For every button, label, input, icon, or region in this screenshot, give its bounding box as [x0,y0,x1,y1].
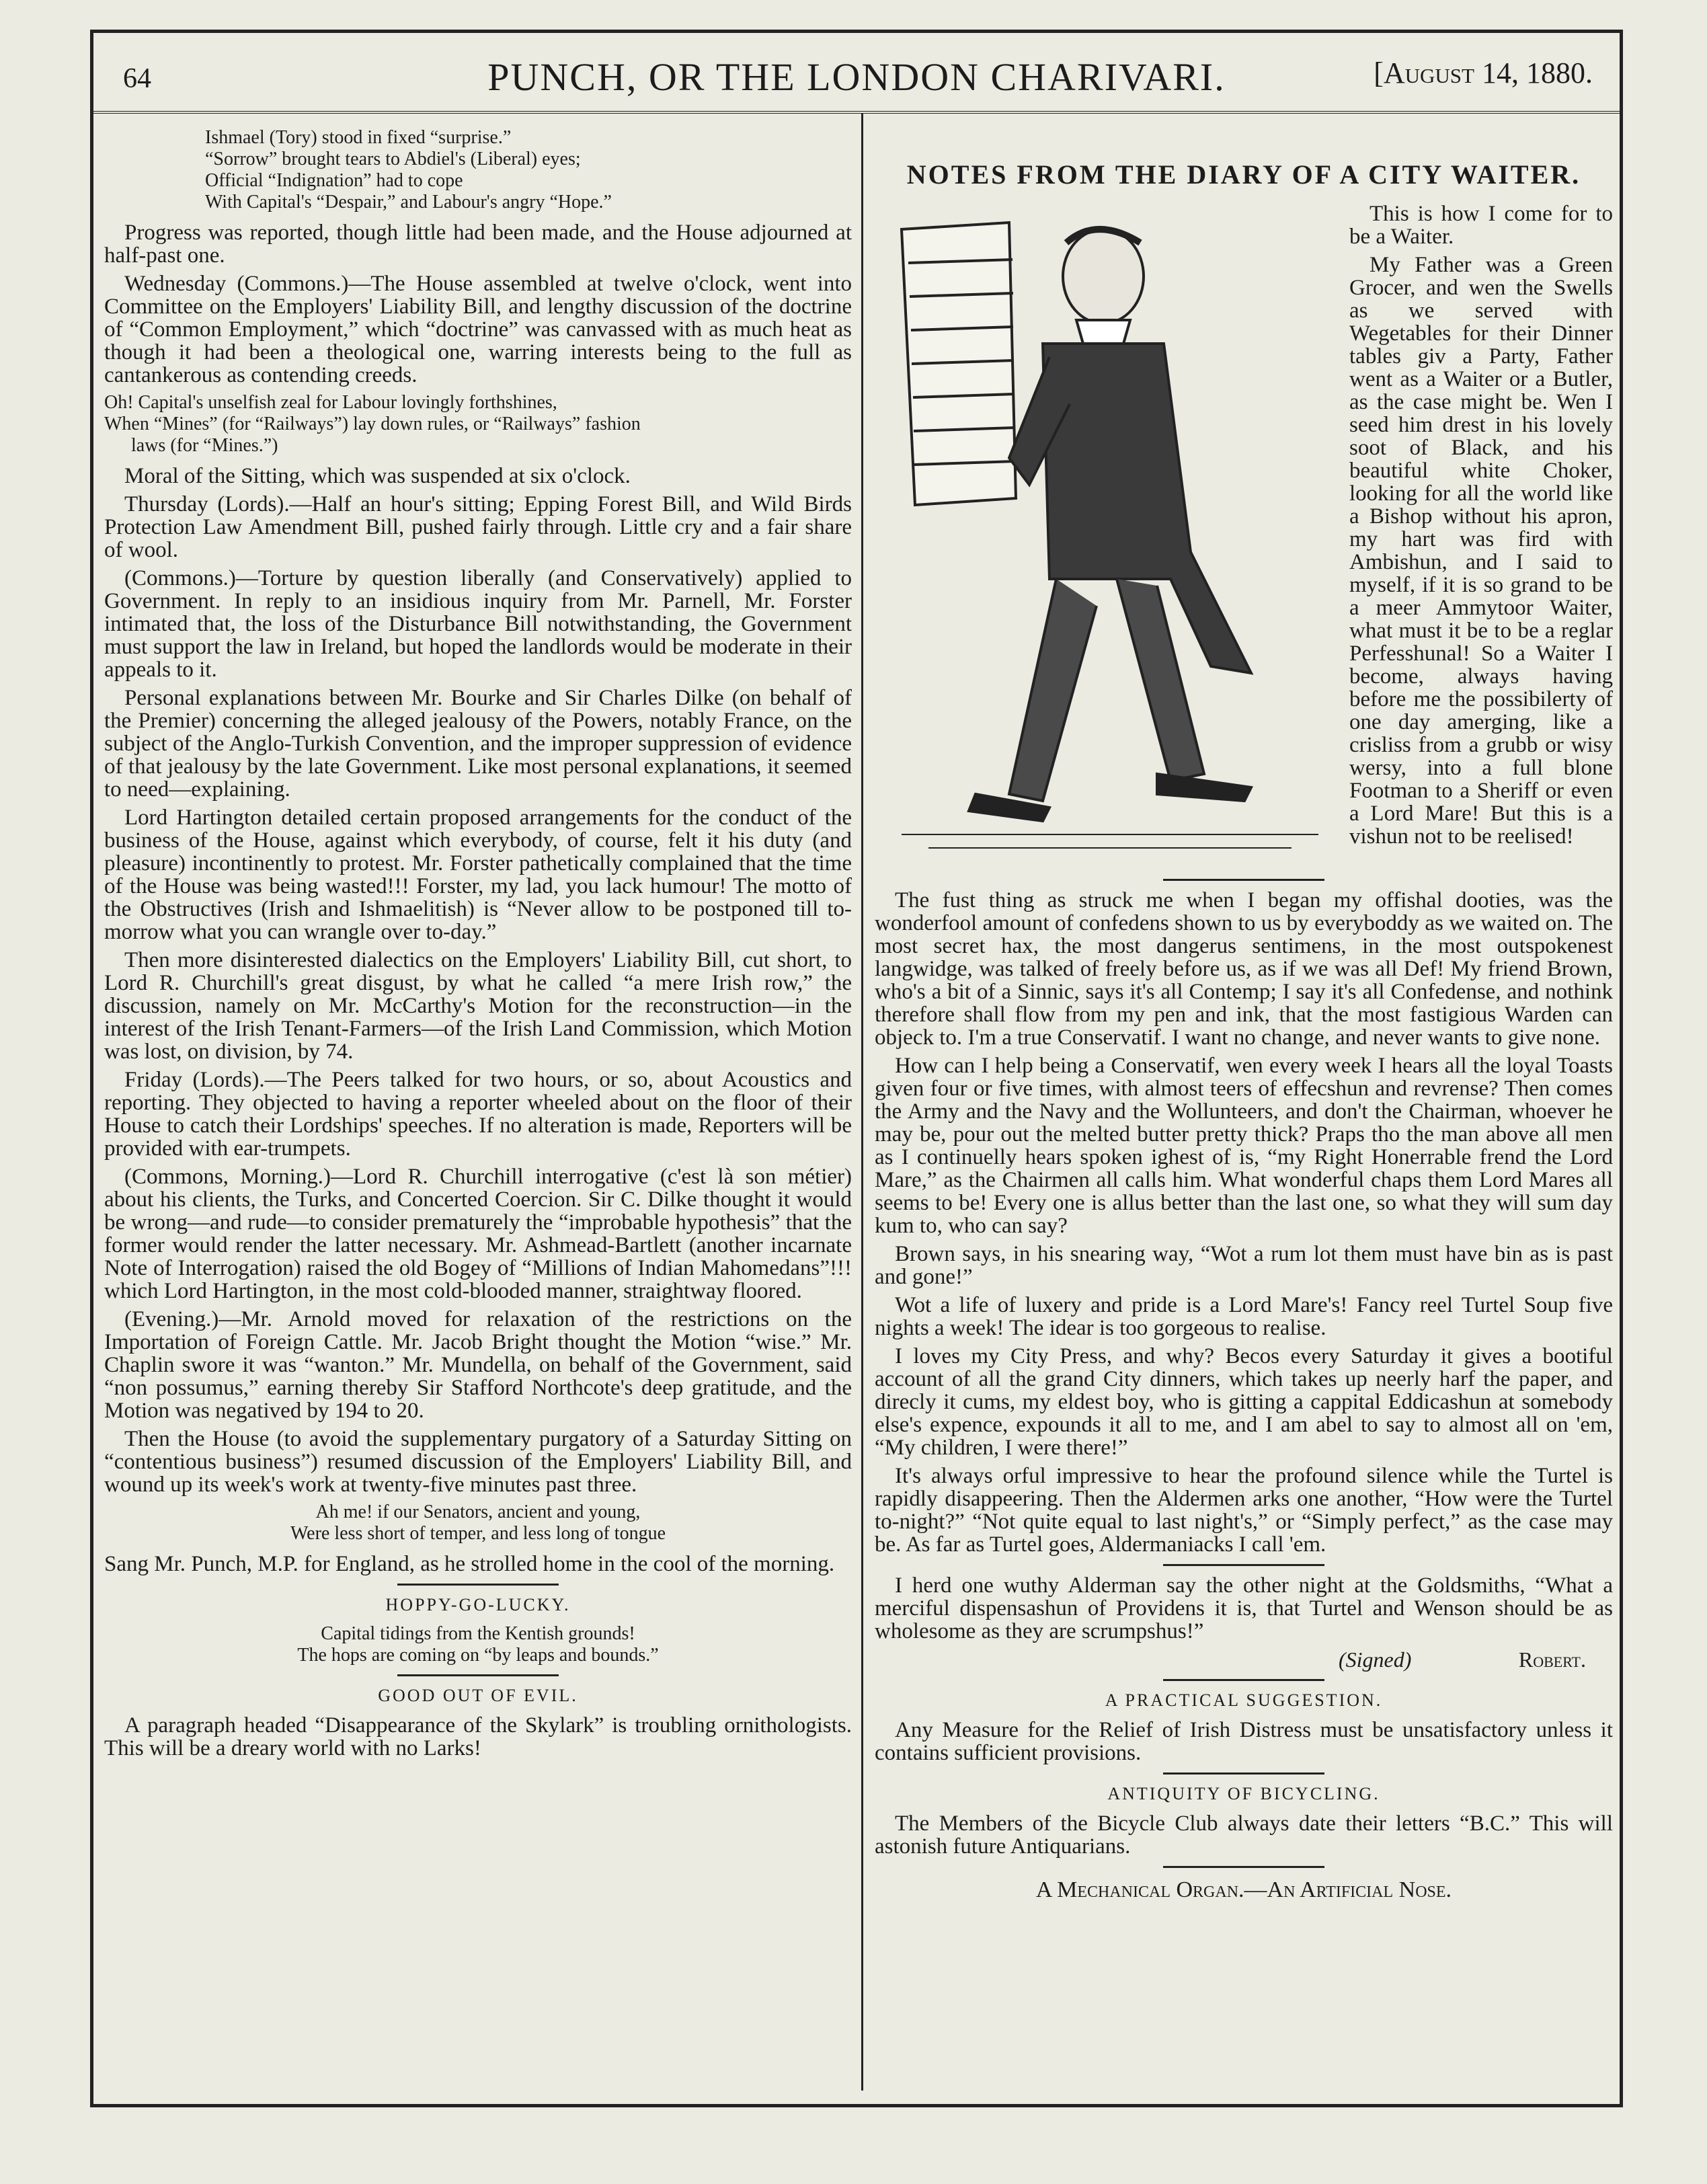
paragraph-friday-lords: Friday (Lords).—The Peers talked for two hours, or so, about Acoustics and reporting. They objected to having a reporter wheeled about on the floor of their House to catch their Lordships' speeches. If no alteration is made, Reporters will be provided with ear-trumpets. [104,1068,852,1161]
verse-senators: Ah me! if our Senators, ancient and young, Were less short of temper, and less long of tongue [290,1502,666,1544]
paragraph-house-adjourns: Then the House (to avoid the supplementary purgatory of a Saturday Sitting on “contentious business”) resumed discussion of the Employers' Liability Bill, and wound up its week's work at twenty-five minutes past three. [104,1427,852,1497]
verse-capital: Oh! Capital's unselfish zeal for Labour lovingly forthshines, When “Mines” (for “Railways”) lay down rules, or “Railways” fashion laws (for “Mines.”) [104,392,641,456]
page-header [93,33,1620,114]
newspaper-page [90,30,1623,2107]
paragraph-dialectics: Then more disinterested dialectics on the Employers' Liability Bill, cut short, to Lord R. Churchill's great disgust, by what he called “a mere Irish row,” the discussion, namely on Mr. McCarthy's Motion for the reconstruction—in the interest of the Irish Tenant-Farmers—of the Irish Land Commission, which Motion was lost, on division, by 74. [104,948,852,1064]
hoppy-verse: Capital tidings from the Kentish grounds! The hops are coming on “by leaps and bounds.” [297,1623,659,1666]
antiquity-title: ANTIQUITY OF BICYCLING. [1107,1784,1380,1803]
divider [1163,1866,1324,1868]
signature-line [875,1648,1613,1671]
paragraph-thursday-commons: (Commons.)—Torture by question liberally (and Conservatively) applied to Government. In reply to an insidious inquiry from Mr. Parnell, Mr. Forster intimated that, the loss of the Disturbance Bill notwithstanding, the Government must support the law in Ireland, but hoped the landlords would be moderate in their appeals to it. [104,566,852,682]
publication-title: PUNCH, OR THE LONDON CHARIVARI. [487,55,1226,99]
paragraph-moral: Moral of the Sitting, which was suspended at six o'clock. [124,464,631,488]
paragraph-hartington: Lord Hartington detailed certain proposed arrangements for the conduct of the business of the House, against which everybody, of course, felt it his duty (and pleasure) incontinently to protest. Mr. Forster pathetically complained that the time of the House was being wasted!!! Forster, my lad, you lack humour! The motto of the Obstructives (Irish and Ishmaelitish) is “Never allow to be postponed till to-morrow what you can wrangle over to-day.” [104,806,852,944]
good-out-of-evil-title: GOOD OUT OF EVIL. [378,1686,578,1705]
left-column [104,127,852,1765]
diary-paragraph-2: My Father was a Green Grocer, and wen the Swells as we served with Wegetables for their Dinner tables giv a Party, Father went as a Waiter or a Butler, as the case might be. Wen I seed him drest in his lovely soot of Black, and his beautiful white Choker, looking for all the world like a Bishop without his apron, my hart was fird with Ambishun, and I said to myself, if it is so grand to be a meer Ammytoor Waiter, what must it be to be a reglar Perfesshunal! So a Waiter I become, always having before me the possibilerty of one day amerging, like a crisliss from a grubb or wisy wersy, into a full blone Footman to a Sheriff or even a Lord Mare! But this is a vishun not to be reelised! [1349,253,1613,849]
diary-paragraph-9: I herd one wuthy Alderman say the other night at the Goldsmiths, “What a merciful dispensashun of Providens it is, that Turtel and Wenson should be as wholesome as they are scrumpshus!” [875,1573,1613,1643]
waiter-illustration [875,202,1339,875]
divider [397,1674,559,1676]
diary-paragraph-7: I loves my City Press, and why? Becos every Saturday it gives a bootiful account of all the grand City dinners, which takes up neerly harf the paper, and direcly it cums, my eldest boy, who is gitting a cappital Eddicashun at somebody else's expence, expounds it all to me, and I am abel to say to almost all on 'em, “My children, I were there!” [875,1344,1613,1460]
verse-ishmael: Ishmael (Tory) stood in fixed “surprise.” “Sorrow” brought tears to Abdiel's (Liberal) eyes; Official “Indignation” had to cope With Capital's “Despair,” and Labour's angry “Hope.” [205,127,612,212]
paragraph-commons-morning: (Commons, Morning.)—Lord R. Churchill interrogative (c'est là son métier) about his clients, the Turks, and Concerted Coercion. Sir C. Dilke thought it would be wrong—and rude—to consider prematurely the “improbable hypothesis” that the former would render the latter necessary. Mr. Ashmead-Bartlett (another incarnate Note of Interrogation) raised the old Bogey of “Millions of Indian Mahomedans”!!! which Lord Hartington, in the most cold-blooded manner, straightway floored. [104,1165,852,1303]
diary-title: NOTES FROM THE DIARY OF A CITY WAITER. [906,159,1581,190]
signature-name: Robert. [1518,1647,1586,1672]
divider [1163,879,1324,881]
diary-paragraph-5: Brown says, in his snearing way, “Wot a rum lot them must have bin as is past and gone!” [875,1242,1613,1289]
divider [1163,1772,1324,1774]
signed-label: (Signed) [1339,1647,1412,1672]
page-number: 64 [123,63,151,94]
diary-paragraph-8: It's always orful impressive to hear the profound silence while the Turtel is rapidly disappeering. Then the Aldermen arks one another, “How were the Turtel to-night?” “Not quite equal to last night's,” or “Simply perfect,” as the case may be. As far as Turtel goes, Aldermaniacks I call 'em. [875,1464,1613,1557]
column-rule [861,114,863,2091]
divider [397,1584,559,1586]
divider [1163,1679,1324,1681]
paragraph-personal-explanations: Personal explanations between Mr. Bourke and Sir Charles Dilke (on behalf of the Premier) concerning the alleged jealousy of the Powers, notably France, on the subject of the Anglo-Turkish Convention, and the improper suppression of evidence of that jealousy by the late Government. Like most personal explanations, it seemed to need—explaining. [104,686,852,802]
paragraph-thursday-lords: Thursday (Lords).—Half an hour's sitting; Epping Forest Bill, and Wild Birds Protection Law Amendment Bill, pushed fairly through. Little cry and a fair share of wool. [104,492,852,562]
paragraph-skylark: A paragraph headed “Disappearance of the Skylark” is troubling ornithologists. This will be a dreary world with no Larks! [104,1713,852,1760]
paragraph-evening: (Evening.)—Mr. Arnold moved for relaxation of the restrictions on the Importation of Foreign Cattle. Mr. Jacob Bright thought the Motion “wise.” Mr. Chaplin swore it was “wanton.” Mr. Mundella, on behalf of the Government, said “non possumus,” earning thereby Sir Stafford Northcote's deep gratitude, and the Motion was negatived by 194 to 20. [104,1307,852,1423]
diary-paragraph-6: Wot a life of luxery and pride is a Lord Mare's! Fancy reel Turtel Soup five nights a week! The idear is too gorgeous to realise. [875,1293,1613,1340]
diary-paragraph-1: This is how I come for to be a Waiter. [1349,202,1613,249]
mechanical-organ-joke: A Mechanical Organ.—An Artificial Nose. [1035,1877,1452,1902]
practical-suggestion-title: A PRACTICAL SUGGESTION. [1105,1690,1383,1710]
antiquity-text: The Members of the Bicycle Club always date their letters “B.C.” This will astonish future Antiquarians. [875,1811,1613,1859]
divider [1163,1564,1324,1566]
hoppy-title: HOPPY-GO-LUCKY. [385,1595,571,1614]
paragraph-progress: Progress was reported, though little had been made, and the House adjourned at half-past one. [104,221,852,268]
diary-paragraph-4: How can I help being a Conservatif, wen every week I hears all the loyal Toasts given four or five times, with almost teers of effecshun and revrense? Then comes the Army and the Navy and the Wollunteers, and don't the Chairman, whoever he may be, pour out the melted butter pretty thick? Praps tho the man above all men as I continuelly hears spoken ighest of is, “my Right Honerrable frend the Lord Mare,” as the Chairmen all calls him. What wonderful chaps them Lord Mares all seems to be! Every one is allus better than the last one, so what they will sum day kum to, who can say? [875,1054,1613,1238]
practical-suggestion-text: Any Measure for the Relief of Irish Distress must be unsatisfactory unless it contains sufficient provisions. [875,1718,1613,1765]
paragraph-punch: Sang Mr. Punch, M.P. for England, as he strolled home in the cool of the morning. [104,1552,835,1576]
right-column [875,127,1613,1902]
diary-paragraph-3: The fust thing as struck me when I began my offishal dooties, was the wonderfool amount of confedens shown to us by everyboddy as we waited on. The most secret hax, the most dangerus sentimens, in the most outspokenest langwidge, was talked of freely before us, as if we was all Def! My friend Brown, who's a bit of a Sinnic, says it's all Contemp; I say it's all Confedense, and nothink therefore shall flow from my pen and ink, that the most fastigious Warden can objeck to. I'm a true Conservatif. I want no change, and never wants to give none. [875,888,1613,1050]
issue-date: [August 14, 1880. [1374,56,1593,89]
paragraph-wednesday: Wednesday (Commons.)—The House assembled at twelve o'clock, went into Committee on the Employers' Liability Bill, and lengthy discussion of the doctrine of “Common Employment,” which “doctrine” was canvassed with as much heat as though it had been a theological one, warring interests being to the full as cantankerous as contending creeds. [104,272,852,387]
